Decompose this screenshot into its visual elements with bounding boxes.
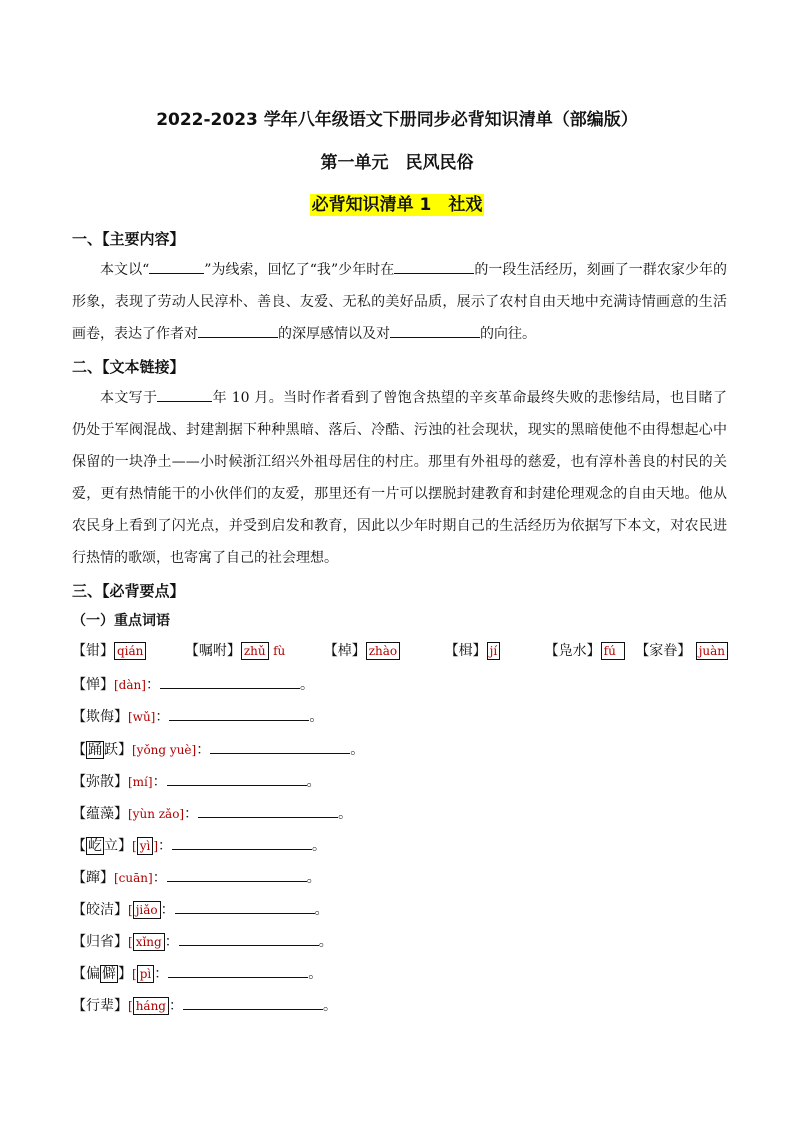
vocab-item: 【钳】 qián xyxy=(72,640,146,662)
list-title xyxy=(0,190,794,215)
vocab-line: 【蹿】[cuān]： 。 xyxy=(72,870,321,886)
answer-blank[interactable] xyxy=(168,965,308,978)
vocab-item: 【嘱咐】 zhǔ fù xyxy=(184,643,286,659)
answer-blank[interactable] xyxy=(175,901,315,914)
section-heading-text-link: 二、【文本链接】 xyxy=(72,358,185,376)
unit-title: 第一单元 民风民俗 xyxy=(320,153,474,173)
fill-blank[interactable] xyxy=(149,259,204,274)
answer-blank[interactable] xyxy=(210,741,350,754)
vocab-line: 【行辈】[ háng ： 。 xyxy=(72,998,337,1014)
vocab-item: 【凫水】 fú xyxy=(545,640,625,662)
vocab-line: 【蕴藻】[yùn zǎo]： 。 xyxy=(72,806,353,822)
pinyin-box: fú xyxy=(601,642,625,660)
answer-blank[interactable] xyxy=(179,933,319,946)
pinyin-box: jí xyxy=(487,642,501,660)
answer-blank[interactable] xyxy=(160,676,300,689)
main-content-paragraph: 本文以“ ”为线索，回忆了“我”少年时在 的一段生活经历，刻画了一群农家少年的形象，表现了劳动人民淳朴、善良、友爱、无私的美好品质，展示了农村自由天地中充满诗情画意的生活画卷，表达了作者对 的深厚感情以及对 的向往。 xyxy=(72,254,727,350)
vocab-item: 【棹】 zhào xyxy=(324,640,400,662)
section-heading-key-points: 三、【必背要点】 xyxy=(72,582,185,600)
pinyin-box: zhǔ xyxy=(241,642,269,660)
answer-blank[interactable] xyxy=(169,708,309,721)
vocab-line: 【弥散】[mí]： 。 xyxy=(72,774,321,790)
fill-blank[interactable] xyxy=(394,259,474,274)
fill-blank[interactable] xyxy=(390,323,480,338)
vocab-line: 【偏 僻 】[ pì ： 。 xyxy=(72,966,323,982)
subsection-key-words: （一）重点词语 xyxy=(72,613,170,629)
vocab-row-pinyin xyxy=(72,640,728,662)
vocab-item: 【楫】 jí xyxy=(445,640,501,662)
pinyin-box: qián xyxy=(114,642,146,660)
fill-blank[interactable] xyxy=(198,323,278,338)
document-title: 2022-2023 学年八年级语文下册同步必背知识清单（部编版） xyxy=(156,110,638,130)
answer-blank[interactable] xyxy=(198,805,338,818)
vocab-line: 【归省】[ xǐng ： 。 xyxy=(72,934,333,950)
answer-blank[interactable] xyxy=(167,773,307,786)
answer-blank[interactable] xyxy=(183,997,323,1010)
vocab-line: 【 踊 跃】[yǒng yuè]： 。 xyxy=(72,742,365,758)
vocab-line: 【惮】[dàn]： 。 xyxy=(72,677,314,693)
fill-blank[interactable] xyxy=(157,387,212,402)
vocab-line: 【皎洁】[ jiǎo ： 。 xyxy=(72,902,329,918)
section-heading-main-content: 一、【主要内容】 xyxy=(72,230,185,248)
vocab-line: 【欺侮】[wǔ]： 。 xyxy=(72,709,324,725)
vocab-line: 【 屹 立】[ yì ]： 。 xyxy=(72,838,326,854)
list-title-highlight: 必背知识清单 1 社戏 xyxy=(311,195,483,215)
vocab-item: 【家眷】 juàn xyxy=(635,640,728,662)
pinyin-box: zhào xyxy=(366,642,400,660)
answer-blank[interactable] xyxy=(167,869,307,882)
text-link-paragraph: 本文写于 年 10 月。当时作者看到了曾饱含热望的辛亥革命最终失败的悲惨结局，也目睹了仍处于军阀混战、封建割据下种种黑暗、落后、冷酷、污浊的社会现状，现实的黑暗使他不由得想起心中保留的一块净土——小时候浙江绍兴外祖母居住的村庄。那里有外祖母的慈爱，也有淳朴善良的村民的关爱，更有热情能干的小伙伴们的友爱，那里还有一片可以摆脱封建教育和封建伦理观念的自由天地。他从农民身上看到了闪光点，并受到启发和教育，因此以少年时期自己的生活经历为依据写下本文，对农民进行热情的歌颂，也寄寓了自己的社会理想。 xyxy=(72,382,727,574)
answer-blank[interactable] xyxy=(172,837,312,850)
pinyin-box: juàn xyxy=(696,642,728,660)
